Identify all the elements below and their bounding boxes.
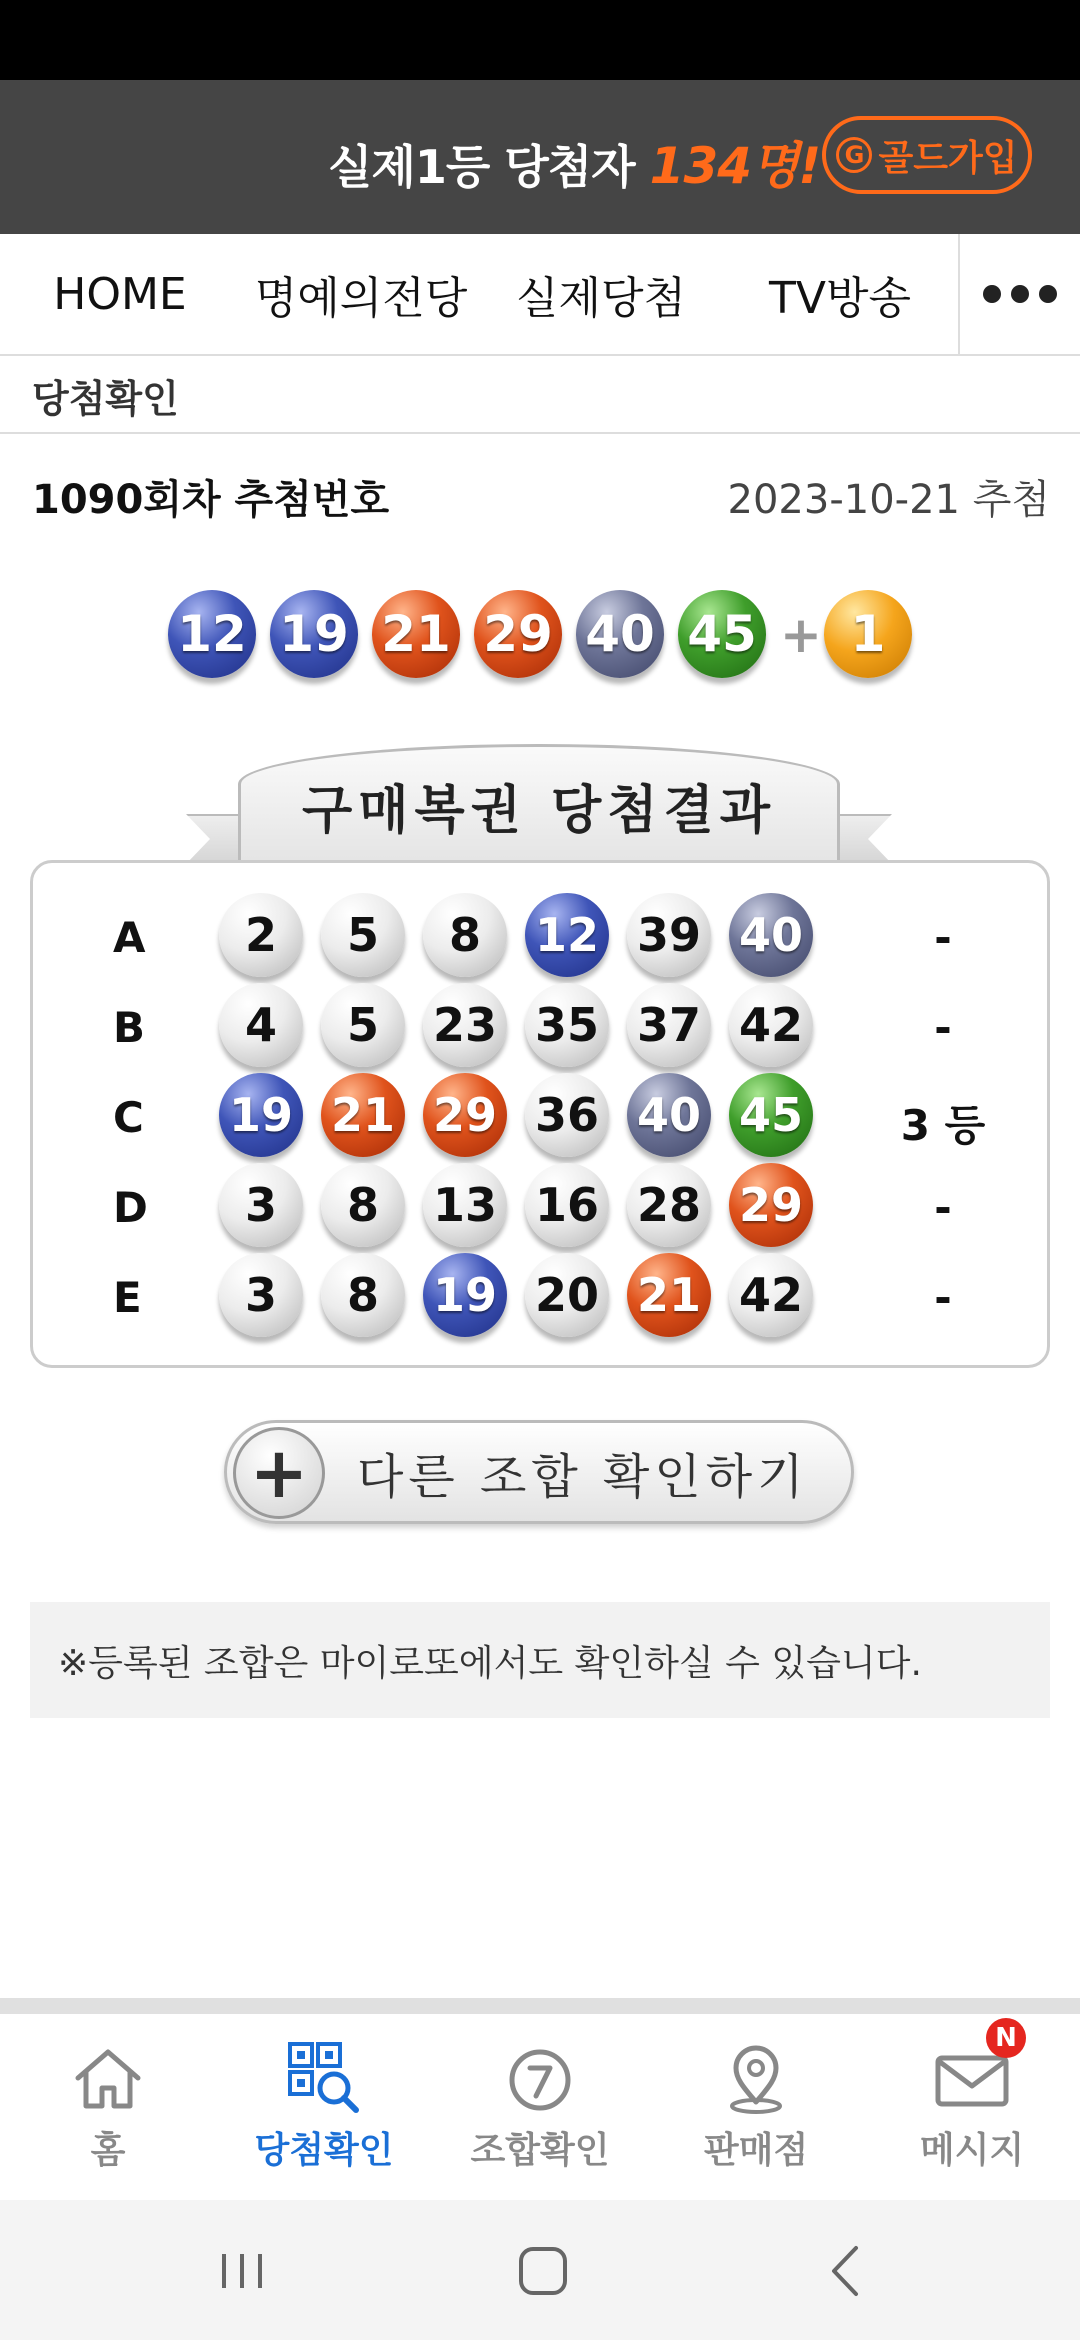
row-rank: - bbox=[934, 1003, 952, 1052]
bottom-nav-store[interactable] bbox=[648, 2014, 864, 2200]
draw-date: 2023-10-21 추첨 bbox=[727, 477, 1050, 523]
bottom-nav-home[interactable] bbox=[0, 2014, 216, 2200]
ball: 8 bbox=[423, 893, 507, 977]
check-other-combination-button[interactable] bbox=[224, 1420, 854, 1524]
bottom-nav-label: 조합확인 bbox=[470, 2130, 610, 2171]
ball: 12 bbox=[525, 893, 609, 977]
draw-title: 1090회차 추첨번호 bbox=[32, 477, 390, 523]
ball: 40 bbox=[627, 1073, 711, 1157]
result-title: 구매복권 당첨결과 bbox=[238, 744, 840, 864]
ball: 3 bbox=[219, 1163, 303, 1247]
bonus-ball: 1 bbox=[824, 590, 912, 678]
winning-ball-1: 12 bbox=[168, 590, 256, 678]
banner-text: 실제1등 당첨자 134명! bbox=[328, 137, 821, 195]
back-icon[interactable] bbox=[812, 2236, 882, 2306]
location-pin-icon bbox=[718, 2040, 794, 2116]
bottom-divider bbox=[0, 1998, 1080, 2014]
result-ribbon bbox=[186, 744, 892, 864]
top-nav bbox=[0, 234, 1080, 356]
ball: 13 bbox=[423, 1163, 507, 1247]
status-bar bbox=[0, 0, 1080, 80]
bottom-nav-label: 메시지 bbox=[919, 2130, 1025, 2171]
row-label: E bbox=[113, 1273, 142, 1322]
recent-apps-icon[interactable] bbox=[208, 2236, 278, 2306]
ball: 29 bbox=[423, 1073, 507, 1157]
home-button-icon[interactable] bbox=[508, 2236, 578, 2306]
ball: 45 bbox=[729, 1073, 813, 1157]
home-icon bbox=[70, 2040, 146, 2116]
nav-hall-of-fame[interactable]: 명예의전당 bbox=[254, 273, 468, 324]
bottom-nav-combination[interactable] bbox=[432, 2014, 648, 2200]
new-badge: N bbox=[986, 2018, 1026, 2058]
row-label: D bbox=[113, 1183, 148, 1232]
ball: 16 bbox=[525, 1163, 609, 1247]
bottom-nav-check-win[interactable] bbox=[216, 2014, 432, 2200]
bottom-nav-label: 당첨확인 bbox=[254, 2130, 394, 2171]
ball: 3 bbox=[219, 1253, 303, 1337]
winning-ball-2: 19 bbox=[270, 590, 358, 678]
row-label: B bbox=[113, 1003, 146, 1052]
ball: 29 bbox=[729, 1163, 813, 1247]
ball: 19 bbox=[219, 1073, 303, 1157]
ball: 5 bbox=[321, 983, 405, 1067]
qr-search-icon bbox=[286, 2040, 362, 2116]
notice-text: ※등록된 조합은 마이로또에서도 확인하실 수 있습니다. bbox=[30, 1602, 1050, 1718]
ball: 42 bbox=[729, 1253, 813, 1337]
g-icon: G bbox=[836, 137, 872, 173]
winning-ball-5: 40 bbox=[576, 590, 664, 678]
ball: 4 bbox=[219, 983, 303, 1067]
number-seven-icon bbox=[502, 2040, 578, 2116]
row-rank: 3 등 bbox=[900, 1101, 986, 1150]
more-dots-icon[interactable] bbox=[958, 234, 1080, 354]
promo-banner[interactable] bbox=[0, 80, 1080, 234]
ball: 37 bbox=[627, 983, 711, 1067]
row-rank: - bbox=[934, 1183, 952, 1232]
ball: 2 bbox=[219, 893, 303, 977]
ball: 35 bbox=[525, 983, 609, 1067]
ball: 40 bbox=[729, 893, 813, 977]
nav-real-winners[interactable]: 실제당첨 bbox=[515, 273, 686, 324]
ball: 21 bbox=[321, 1073, 405, 1157]
winning-ball-4: 29 bbox=[474, 590, 562, 678]
ball: 19 bbox=[423, 1253, 507, 1337]
plus-circle-icon: + bbox=[233, 1427, 325, 1519]
row-rank: - bbox=[934, 913, 952, 962]
ball: 21 bbox=[627, 1253, 711, 1337]
nav-tv[interactable]: TV방송 bbox=[769, 273, 911, 324]
system-nav-bar bbox=[0, 2200, 1080, 2340]
page-subtitle: 당첨확인 bbox=[0, 358, 1080, 434]
gold-join-label: 골드가입 bbox=[878, 137, 1018, 179]
bottom-nav-label: 홈 bbox=[90, 2130, 126, 2171]
row-label: C bbox=[113, 1093, 144, 1142]
plus-sign: + bbox=[780, 606, 822, 664]
ball: 36 bbox=[525, 1073, 609, 1157]
winning-ball-3: 21 bbox=[372, 590, 460, 678]
result-box bbox=[30, 860, 1050, 1368]
ball: 5 bbox=[321, 893, 405, 977]
bottom-nav-message[interactable] bbox=[864, 2014, 1080, 2200]
row-rank: - bbox=[934, 1273, 952, 1322]
ball: 20 bbox=[525, 1253, 609, 1337]
ball: 42 bbox=[729, 983, 813, 1067]
bottom-nav bbox=[0, 2014, 1080, 2200]
nav-home[interactable]: HOME bbox=[53, 268, 187, 320]
ball: 23 bbox=[423, 983, 507, 1067]
ball: 8 bbox=[321, 1163, 405, 1247]
bottom-nav-label: 판매점 bbox=[703, 2130, 809, 2171]
ball: 39 bbox=[627, 893, 711, 977]
check-other-combination-label: 다른 조합 확인하기 bbox=[357, 1448, 809, 1505]
gold-join-button[interactable] bbox=[822, 116, 1032, 194]
winning-ball-6: 45 bbox=[678, 590, 766, 678]
ball: 8 bbox=[321, 1253, 405, 1337]
ball: 28 bbox=[627, 1163, 711, 1247]
row-label: A bbox=[113, 913, 146, 962]
